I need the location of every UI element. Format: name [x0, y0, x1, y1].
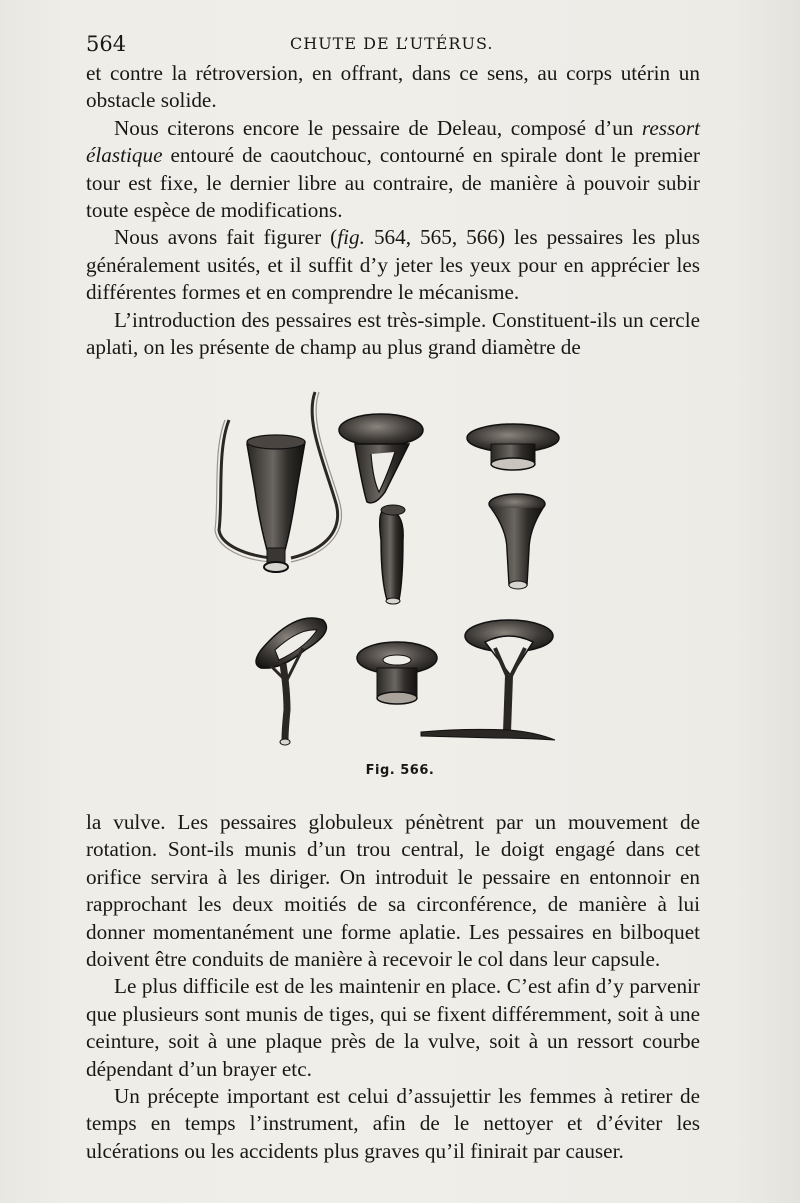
funnel-stem-pessary: [489, 494, 545, 589]
page-number: 564: [86, 32, 127, 56]
bilboquet-pessary: [421, 620, 555, 740]
running-head: CHUTE DE L’UTÉRUS.: [290, 34, 494, 53]
wide-cup-pessary: [357, 642, 437, 704]
funnel-pessary-with-springs: [215, 392, 341, 572]
pessaries-illustration: [195, 380, 575, 760]
cup-pessary-slit: [339, 414, 423, 503]
paragraph: la vulve. Les pessaires globuleux pénètrent par un mouvement de rotation. Sont-ils munis d’un trou central, le doigt engagé dans cet orifice servira à les diriger. On introduit le pessaire en entonnoir en rapprochant les deux moitiés de sa circonférence, de manière à lui donner momentanément une forme aplatie. Les pessaires en bilboquet doivent être conduits de manière à recevoir le col dans leur capsule.: [86, 810, 700, 972]
disc-collar-pessary: [467, 424, 559, 470]
page-header: [86, 28, 706, 58]
paragraph: Le plus difficile est de les maintenir en place. C’est afin d’y parvenir que plusieurs sont munis de tiges, qui se fixent différemment, soit à une ceinture, soit à une plaque près de la vulve, soit à un ressort courbe dépendant d’un brayer etc.: [86, 974, 700, 1081]
paragraph: Nous avons fait figurer (fig. 564, 565, 566) les pessaires les plus généralement usités, et il suffit d’y jeter les yeux pour en apprécier les différentes formes et en comprendre le mécanisme.: [86, 225, 700, 305]
paragraph: L’introduction des pessaires est très-simple. Constituent-ils un cercle aplati, on les présente de champ au plus grand diamètre de: [86, 307, 700, 360]
paragraph: Nous citerons encore le pessaire de Deleau, composé d’un ressort élastique entouré de caoutchouc, contourné en spirale dont le premier tour est fixe, le dernier libre au contraire, de manière à pouvoir subir toute espèce de modifications.: [86, 115, 700, 223]
body-text-top: [86, 60, 700, 361]
paragraph: Un précepte important est celui d’assujettir les femmes à retirer de temps en temps l’instrument, afin de le nettoyer et d’éviter les ulcérations ou les accidents plus graves qu’il finirait par causer.: [86, 1084, 700, 1163]
figure-caption: Fig. 566.: [365, 763, 435, 778]
paragraph: et contre la rétroversion, en offrant, dans ce sens, au corps utérin un obstacle solide.: [86, 61, 700, 113]
stem-ring-pessary: [256, 618, 326, 745]
body-text-bottom: [86, 809, 700, 1165]
olive-pessary: [380, 505, 405, 604]
